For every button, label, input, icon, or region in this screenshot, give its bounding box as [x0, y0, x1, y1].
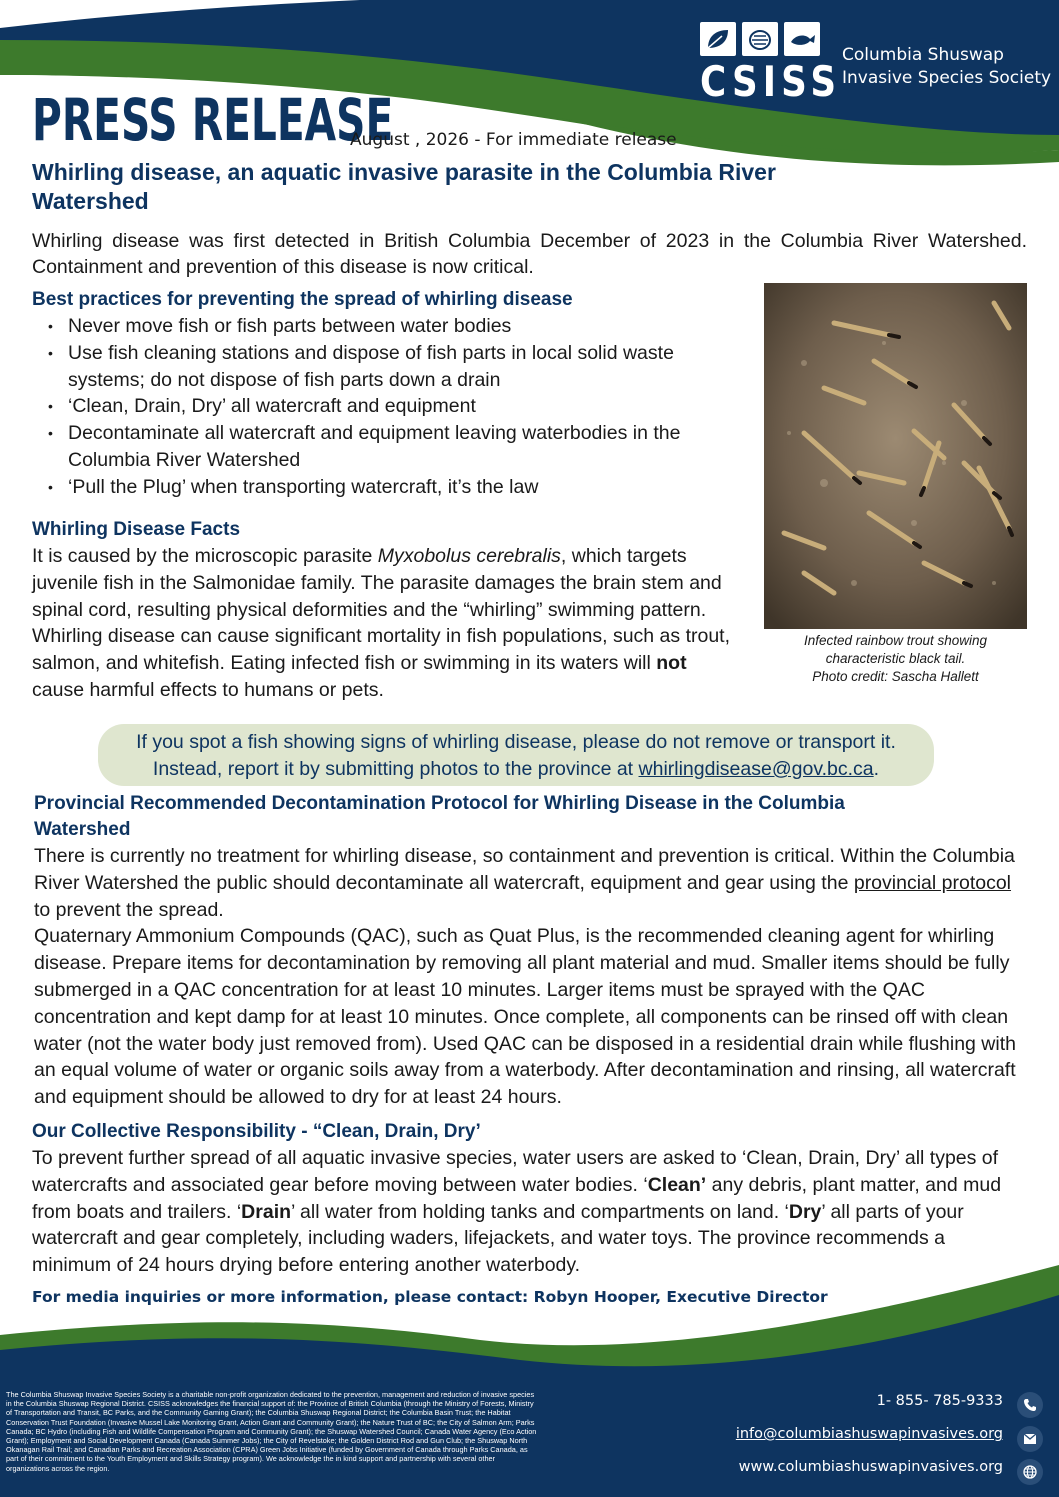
logo-wordmark: CSISS	[700, 57, 842, 106]
release-date: August , 2026 - For immediate release	[350, 130, 677, 150]
leaf-icon	[700, 22, 736, 56]
protocol-paragraph-1: There is currently no treatment for whirling disease, so containment and prevention is critical. Within the Columbia River Watershed the public should decontaminate all watercraft, equipment and gear using the provincial protocol to prevent the spread.	[34, 845, 1015, 921]
media-contact-line: For media inquiries or more information, please contact: Robyn Hooper, Executive Director	[32, 1288, 828, 1306]
footer-website-link[interactable]: www.columbiashuswapinvasives.org	[738, 1459, 1003, 1475]
mail-icon	[1017, 1426, 1043, 1452]
list-item: • Never move fish or fish parts between water bodies	[32, 313, 752, 340]
list-item: • ‘Clean, Drain, Dry’ all watercraft and equipment	[32, 393, 752, 420]
protocol-paragraph-2: Quaternary Ammonium Compounds (QAC), such as Quat Plus, is the recommended cleaning agent for whirling disease. Prepare items for decontamination by removing all plant material and mud. Smaller items should be fully submerged in a QAC concentration for at least 10 minutes. Larger items must be sprayed with the QAC concentration and kept damp for at least 10 minutes. Once complete, all components can be rinsed off with clean water (not the water body just removed from). Used QAC can be disposed in a residential drain while flushing with an equal volume of water or organic soils away from a waterbody. After decontamination and rinsing, all watercraft and equipment should be allowed to dry for at least 24 hours.	[34, 925, 1016, 1109]
organization-name: Columbia Shuswap Invasive Species Society	[842, 45, 1052, 88]
facts-heading: Whirling Disease Facts	[32, 519, 241, 540]
provincial-protocol-link[interactable]: provincial protocol	[853, 871, 1012, 894]
facts-section	[32, 517, 737, 704]
collective-paragraph: To prevent further spread of all aquatic invasive species, water users are asked to ‘Clean, Drain, Dry’ all types of watercrafts and associated gear before moving between water bodies. ‘Clean’ any debris, plant matter, and mud from boats and trailers. ‘Drain’ all water from holding tanks and compartments on land. ‘Dry’ all parts of your watercraft and gear completely, including waders, lifejackets, and water toys. The province recommends a minimum of 24 hours drying before entering another waterbody.	[32, 1147, 1002, 1277]
protocol-section	[34, 791, 1026, 1111]
list-item: • Decontaminate all watercraft and equipment leaving waterbodies in the Columbia River Watershed	[32, 420, 752, 474]
report-callout-text: If you spot a fish showing signs of whirling disease, please do not remove or transport it. Instead, report it by submitting photos to the province at whirlingdisease@gov.bc.ca.	[136, 731, 896, 780]
collective-section	[32, 1119, 1002, 1279]
headline: Whirling disease, an aquatic invasive parasite in the Columbia River Watershed	[32, 159, 776, 214]
collective-heading: Our Collective Responsibility - “Clean, Drain, Dry’	[32, 1121, 481, 1142]
phone-icon	[1017, 1392, 1043, 1418]
footer-phone[interactable]: 1- 855- 785-9333	[876, 1393, 1003, 1409]
funding-acknowledgement: The Columbia Shuswap Invasive Species Society is a charitable non-profit organization dedicated to the prevention, management and reduction of invasive species in the Columbia Shuswap Regional District. CSISS acknowledges the financial support of: the Province of British Columbia (through the Ministry of Forests, Ministry of Transportation and Transit, BC Parks, and the Community Gaming Grant); the Columbia Shuswap Regional District; the Columbia Basin Trust; the Habitat Conservation Trust Foundation (Invasive Mussel Lake Monitoring Grant, Action Grant and Community Grant); the Nature Trust of BC; the City of Salmon Arm; Parks Canada; BC Hydro (including Fish and Wildlife Compensation Program and Community Grant); the Shuswap Watershed Council; Canada Water Agency (Eco Action Grant); Employment and Social Development Canada (Canada Summer Jobs); the City of Revelstoke; the Golden District Rod and Gun Club; the Shuswap North Okanagan Rail Trail; and Canadian Parks and Recreation Association (CPRA) Green Jobs Initiative (funded by Government of Canada through Parks Canada, as part of their commitment to the Youth Employment and Skills Strategy program). We acknowledge the in kind support and partnership with several other organizations across the region.	[6, 1390, 537, 1473]
best-practices-section	[32, 287, 752, 501]
csiss-logo	[700, 22, 842, 112]
report-email-link[interactable]: whirlingdisease@gov.bc.ca	[638, 758, 874, 780]
protocol-heading: Provincial Recommended Decontamination Protocol for Whirling Disease in the Columbia Watershed	[34, 793, 845, 840]
mussel-icon	[742, 22, 778, 56]
infected-trout-photo	[764, 283, 1027, 629]
press-release-title: PRESS RELEASE	[32, 86, 394, 154]
fish-icon	[784, 22, 820, 56]
lead-paragraph: Whirling disease was first detected in British Columbia December of 2023 in the Columbia River Watershed. Containment and prevention of this disease is now critical.	[32, 230, 1027, 278]
best-practices-list	[32, 313, 752, 501]
globe-icon	[1017, 1459, 1043, 1485]
best-practices-heading: Best practices for preventing the spread of whirling disease	[32, 289, 573, 310]
list-item: • Use fish cleaning stations and dispose of fish parts in local solid waste systems; do not dispose of fish parts down a drain	[32, 340, 752, 394]
list-item: • ‘Pull the Plug’ when transporting watercraft, it’s the law	[32, 474, 752, 501]
facts-paragraph: It is caused by the microscopic parasite Myxobolus cerebralis, which targets juvenile fish in the Salmonidae family. The parasite damages the brain stem and spinal cord, resulting physical deformities and the “whirling” swimming pattern. Whirling disease can cause significant mortality in fish populations, such as trout, salmon, and whitefish. Eating infected fish or swimming in its waters will not cause harmful effects to humans or pets.	[32, 545, 731, 701]
photo-caption: Infected rainbow trout showing characteristic black tail. Photo credit: Sascha Hallett	[803, 633, 988, 684]
footer-email-link[interactable]: info@columbiashuswapinvasives.org	[735, 1426, 1003, 1442]
